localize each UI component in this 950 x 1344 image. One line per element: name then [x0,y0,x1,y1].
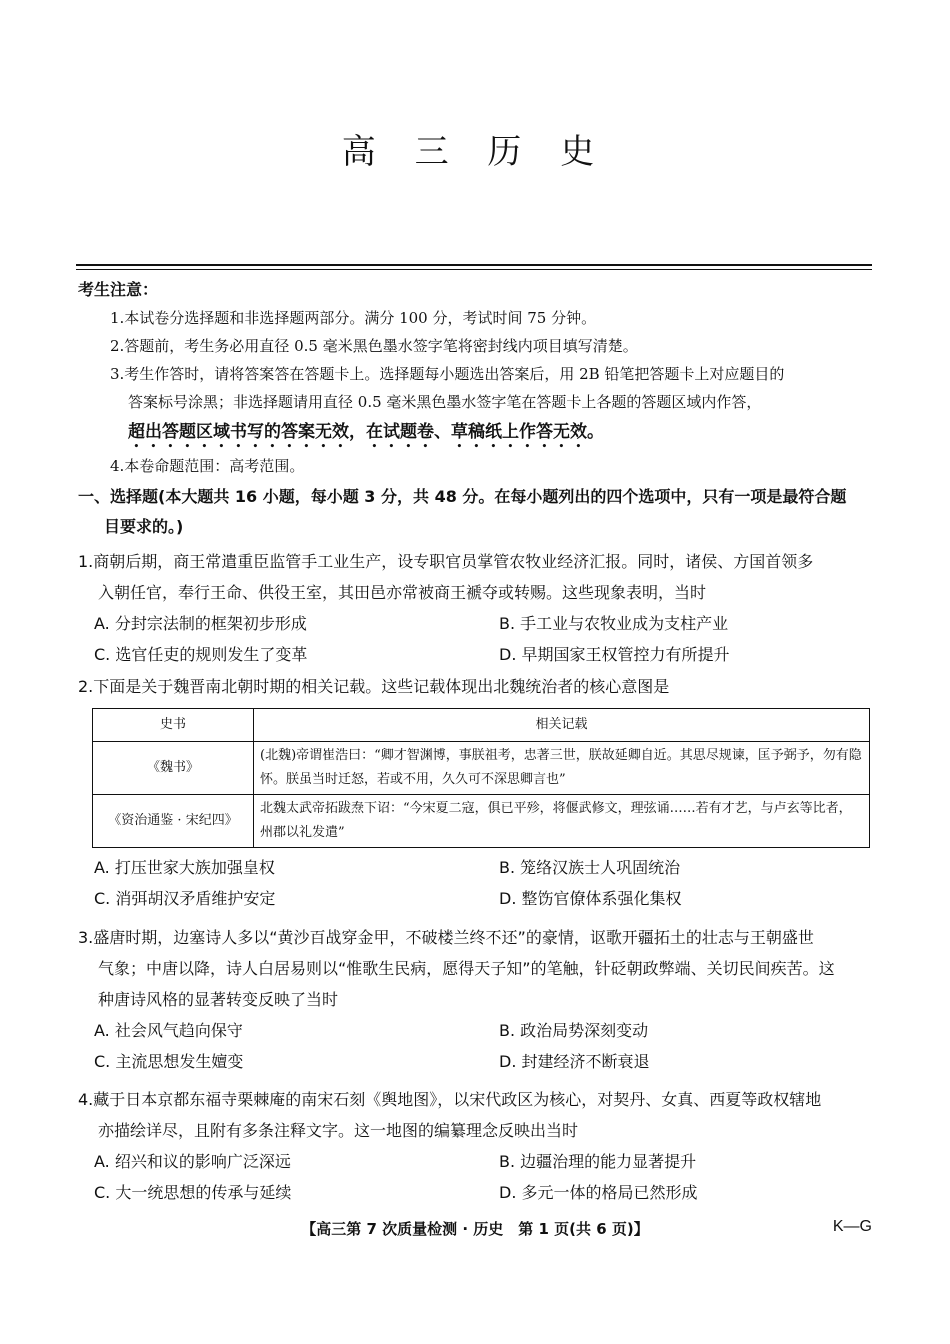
option-c: C. 大一统思想的传承与延续 [94,1183,292,1202]
page-footer: 【高三第 7 次质量检测 · 历史 第 1 页(共 6 页)】 [301,1220,649,1238]
option-c: C. 主流思想发生嬗变 [94,1052,244,1071]
table-header-records: 相关记载 [254,709,870,742]
notice-item-4: 4.本卷命题范围：高考范围。 [110,457,305,475]
option-a: A. 绍兴和议的影响广泛深远 [94,1152,291,1171]
section-heading-line1: 一、选择题(本大题共 16 小题，每小题 3 分，共 48 分。在每小题列出的四个选项中，只有一项是最符合题 [78,487,847,506]
table-cell-record: (北魏)帝谓崔浩曰：“卿才智渊博，事朕祖考，忠著三世，朕故延卿自近。其思尽规谏，匡予弼予，勿有隐怀。朕虽当时迁怒，若或不用，久久可不深思卿言也” [254,742,870,795]
option-d: D. 整饬官僚体系强化集权 [499,889,682,908]
option-a: A. 社会风气趋向保守 [94,1021,243,1040]
page-title: 高 三 历 史 [341,132,609,172]
option-b: B. 手工业与农牧业成为支柱产业 [499,614,729,633]
question-stem-cont: 种唐诗风格的显著转变反映了当时 [98,990,339,1009]
section-heading-line2: 目要求的。) [104,517,184,536]
notice-item-3-emphasis: 超出答题区域书写的答案无效，在试题卷、草稿纸上作答无效。 [128,422,604,442]
option-d: D. 早期国家王权管控力有所提升 [499,645,730,664]
table-row [93,742,870,795]
options [78,1146,878,1208]
table-cell-record: 北魏太武帝拓跋焘下诏：“今宋夏二寇，俱已平殄，将偃武修文，理弦诵……若有才艺，与卢玄等比者，州郡以礼发遣” [254,795,870,848]
question-stem-cont: 气象；中唐以降，诗人白居易则以“惟歌生民病，愿得天子知”的笔触，针砭朝政弊端、关切民间疾苦。这 [98,959,835,978]
candidate-notice [78,276,878,480]
section-heading [78,482,878,542]
table-cell-book: 《魏书》 [93,742,254,795]
question-stem-cont: 入朝任官，奉行王命、供役王室，其田邑亦常被商王褫夺或转赐。这些现象表明，当时 [98,583,707,602]
options [78,852,878,914]
question-stem: 2.下面是关于魏晋南北朝时期的相关记载。这些记载体现出北魏统治者的核心意图是 [78,677,670,696]
question-1 [78,546,878,670]
divider-thick [76,264,872,266]
notice-item-2: 2.答题前，考生务必用直径 0.5 毫米黑色墨水签字笔将密封线内项目填写清楚。 [110,337,638,355]
question-stem: 1.商朝后期，商王常遣重臣监管手工业生产，设专职官员掌管农牧业经济汇报。同时，诸侯、方国首领多 [78,552,814,571]
options [78,1015,878,1077]
option-b: B. 笼络汉族士人巩固统治 [499,858,681,877]
option-b: B. 边疆治理的能力显著提升 [499,1152,697,1171]
divider-thin [76,269,872,270]
question-stem: 3.盛唐时期，边塞诗人多以“黄沙百战穿金甲，不破楼兰终不还”的豪情，讴歌开疆拓土的壮志与王朝盛世 [78,928,814,947]
table-header-book: 史书 [93,709,254,742]
option-a: A. 分封宗法制的框架初步形成 [94,614,307,633]
records-table [92,708,870,848]
question-3 [78,922,878,1077]
notice-item-3-cont: 答案标号涂黑；非选择题请用直径 0.5 毫米黑色墨水签字笔在答题卡上各题的答题区域内作答， [128,393,762,411]
table-cell-book: 《资治通鉴 · 宋纪四》 [93,795,254,848]
table-row [93,795,870,848]
notice-heading: 考生注意： [78,280,159,299]
option-b: B. 政治局势深刻变动 [499,1021,649,1040]
question-4 [78,1084,878,1208]
options [78,608,878,670]
notice-item-1: 1.本试卷分选择题和非选择题两部分。满分 100 分，考试时间 75 分钟。 [110,309,597,327]
question-stem: 4.藏于日本京都东福寺栗棘庵的南宋石刻《舆地图》，以宋代政区为核心，对契丹、女真、西夏等政权辖地 [78,1090,822,1109]
option-d: D. 封建经济不断衰退 [499,1052,650,1071]
table-header-row [93,709,870,742]
option-a: A. 打压世家大族加强皇权 [94,858,275,877]
option-c: C. 选官任吏的规则发生了变革 [94,645,308,664]
paper-code: K—G [832,1218,872,1235]
option-c: C. 消弭胡汉矛盾维护安定 [94,889,276,908]
option-d: D. 多元一体的格局已然形成 [499,1183,698,1202]
question-stem-cont: 亦描绘详尽，且附有多条注释文字。这一地图的编纂理念反映出当时 [98,1121,579,1140]
notice-item-3: 3.考生作答时，请将答案答在答题卡上。选择题每小题选出答案后，用 2B 铅笔把答题卡上对应题目的 [110,365,785,383]
question-2 [78,671,878,914]
